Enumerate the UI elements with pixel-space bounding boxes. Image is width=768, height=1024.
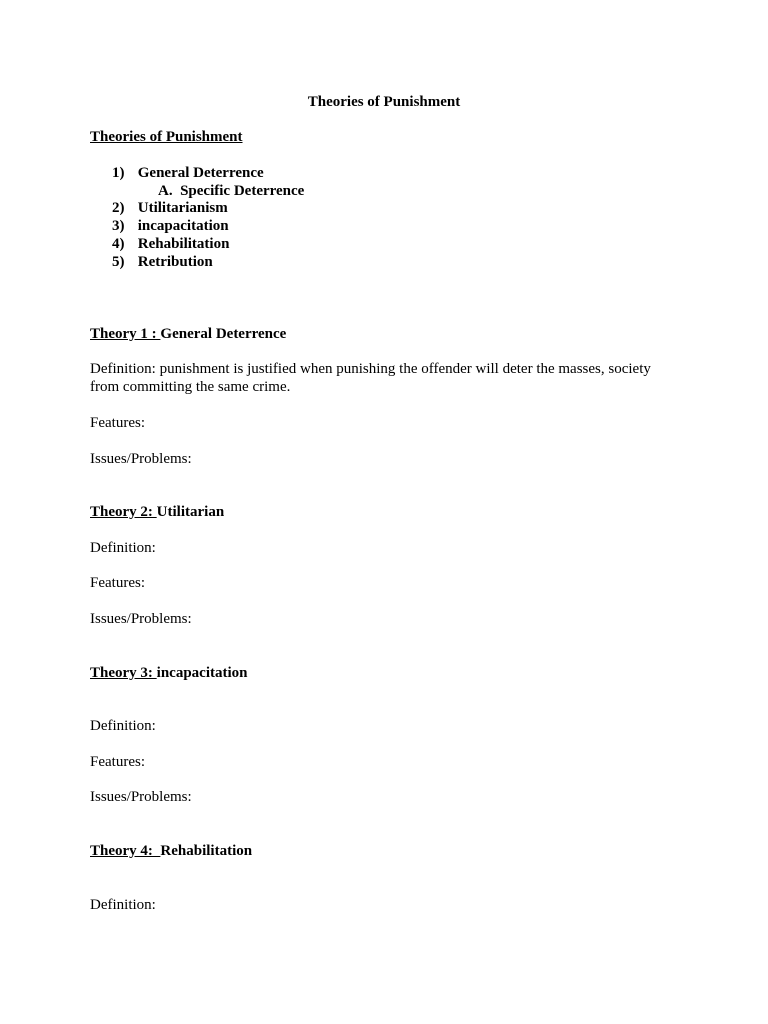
outline-item-label: General Deterrence	[137, 165, 264, 181]
section-definition: Definition:	[90, 897, 156, 913]
section-features: Features:	[90, 575, 145, 591]
section-heading-prefix: Theory 3:	[90, 665, 157, 681]
outline-item-number: 2)	[112, 200, 125, 216]
document-title: Theories of Punishment	[307, 94, 461, 110]
section-features: Features:	[90, 754, 145, 770]
outline-item-number: A.	[158, 183, 173, 199]
outline-item-number: 5)	[112, 254, 125, 270]
outline-item	[112, 164, 264, 182]
outline-item	[112, 235, 229, 253]
outline-item	[112, 253, 213, 271]
section-features: Features:	[90, 415, 145, 431]
section-issues: Issues/Problems:	[90, 789, 192, 805]
outline-item-label: Utilitarianism	[137, 200, 228, 216]
section-heading	[90, 664, 248, 682]
section-heading	[90, 503, 224, 521]
outline-item-number: 3)	[112, 218, 125, 234]
section-heading-name: General Deterrence	[160, 326, 287, 342]
outline-item-number: 4)	[112, 236, 125, 252]
outline-item-label: incapacitation	[137, 218, 229, 234]
outline-item	[112, 199, 228, 217]
outline-item-number: 1)	[112, 165, 125, 181]
outline-subitem	[158, 182, 304, 200]
section-heading-name: Utilitarian	[156, 504, 225, 520]
section-heading-name: incapacitation	[156, 665, 248, 681]
outline-item-label: Specific Deterrence	[180, 183, 305, 199]
section-definition: Definition:	[90, 540, 156, 556]
section-heading	[90, 325, 286, 343]
section-heading	[90, 842, 252, 860]
section-heading-name: Rehabilitation	[160, 843, 253, 859]
section-definition: Definition: punishment is justified when punishing the offender will deter the masses, society from committing the same crime.	[90, 361, 651, 395]
outline-item	[112, 217, 229, 235]
outline-item-label: Retribution	[137, 254, 213, 270]
section-heading-prefix: Theory 4:	[90, 843, 161, 859]
outline-item-label: Rehabilitation	[137, 236, 230, 252]
section-issues: Issues/Problems:	[90, 451, 192, 467]
outline-heading: Theories of Punishment	[90, 129, 243, 145]
section-heading-prefix: Theory 2:	[90, 504, 157, 520]
section-definition: Definition:	[90, 718, 156, 734]
section-issues: Issues/Problems:	[90, 611, 192, 627]
section-heading-prefix: Theory 1 :	[90, 326, 161, 342]
